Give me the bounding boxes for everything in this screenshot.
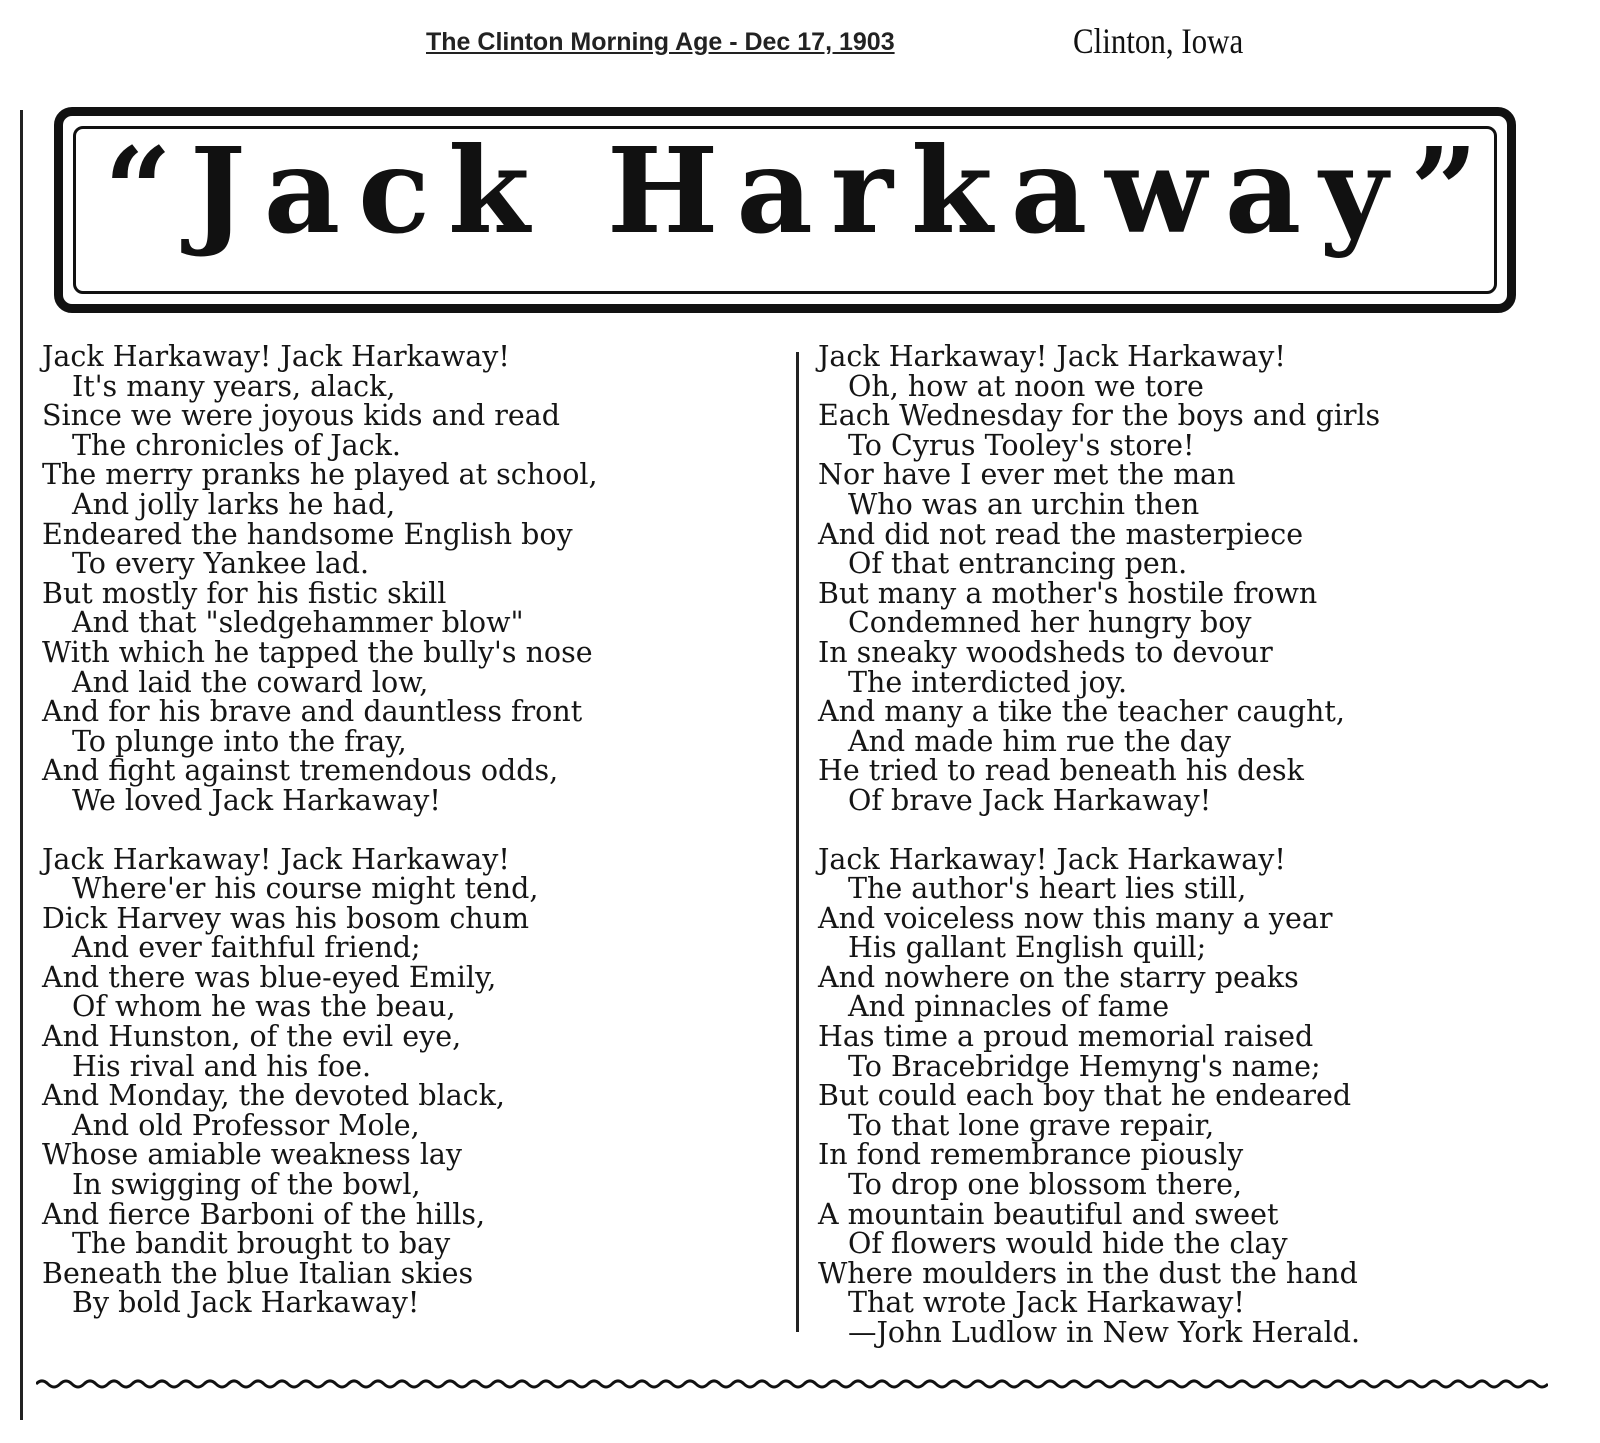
stanza-1 [42,342,782,816]
poem-line: And many a tike the teacher caught, [818,695,1345,729]
poem-line: To drop one blossom there, [848,1168,1243,1202]
poem-left-column [42,342,782,1318]
poem-title: “Jack Harkaway” [104,121,1496,260]
poem-line: But could each boy that he endeared [818,1079,1352,1113]
stanza-3 [818,342,1558,816]
poem-line: And laid the coward low, [72,665,429,699]
poem-line: Dick Harvey was his bosom chum [42,901,530,935]
poem-line: Oh, how at noon we tore [848,369,1204,403]
wavy-bottom-rule [36,1376,1548,1392]
poem-line: Where'er his course might tend, [72,872,539,906]
poem-line: The chronicles of Jack. [72,428,401,462]
poem-line: His gallant English quill; [848,931,1207,965]
poem-line: We loved Jack Harkaway! [72,783,441,817]
poem-line: In sneaky woodsheds to devour [818,635,1273,669]
poem-line: Jack Harkaway! Jack Harkaway! [818,842,1286,876]
poem-right-column [818,342,1558,1348]
poem-line: Nor have I ever met the man [818,458,1236,492]
stanza-4 [818,842,1558,1349]
poem-line: And old Professor Mole, [72,1108,420,1142]
poem-line: But many a mother's hostile frown [818,576,1318,610]
poem-line: It's many years, alack, [72,369,396,403]
poem-line: Beneath the blue Italian skies [42,1256,474,1290]
poem-line: In swigging of the bowl, [72,1168,421,1202]
poem-line: And nowhere on the starry peaks [818,960,1299,994]
poem-line: But mostly for his fistic skill [42,576,447,610]
poem-line: And for his brave and dauntless front [42,695,583,729]
poem-line: And Monday, the devoted black, [42,1079,505,1113]
poem-line: To every Yankee lad. [72,547,370,581]
column-divider [796,352,799,1332]
poem-line: He tried to read beneath his desk [818,754,1304,788]
poem-line: And ever faithful friend; [72,931,421,965]
poem-line: And that "sledgehammer blow" [72,606,524,640]
poem-line: Endeared the handsome English boy [42,517,573,551]
poem-line: And made him rue the day [848,724,1231,758]
poem-line: Of that entrancing pen. [848,547,1188,581]
left-margin-rule [20,110,23,1420]
poem-line: That wrote Jack Harkaway! [848,1286,1245,1320]
poem-line: And voiceless now this many a year [818,901,1333,935]
poem-line: Jack Harkaway! Jack Harkaway! [818,340,1286,373]
poem-line: The interdicted joy. [848,665,1128,699]
poem-line: And pinnacles of fame [848,990,1170,1024]
poem-line: Of whom he was the beau, [72,990,456,1024]
poem-line: Jack Harkaway! Jack Harkaway! [42,340,510,373]
poem-line: And fight against tremendous odds, [42,754,559,788]
poem-line: And jolly larks he had, [72,487,396,521]
poem-line: And there was blue-eyed Emily, [42,960,497,994]
poem-line: Whose amiable weakness lay [42,1138,463,1172]
location-header: Clinton, Iowa [1073,21,1244,61]
poem-line: The author's heart lies still, [848,872,1247,906]
poem-line: Since we were joyous kids and read [42,399,560,433]
poem-line: Of flowers would hide the clay [848,1227,1288,1261]
source-header: The Clinton Morning Age - Dec 17, 1903 [426,28,895,56]
poem-line: Condemned her hungry boy [848,606,1252,640]
poem-line: Where moulders in the dust the hand [818,1256,1358,1290]
poem-line: Who was an urchin then [848,487,1200,521]
poem-line: By bold Jack Harkaway! [72,1286,420,1320]
poem-line: And did not read the masterpiece [818,517,1304,551]
poem-line: The bandit brought to bay [72,1227,451,1261]
poem-line: Each Wednesday for the boys and girls [818,399,1381,433]
poem-line: To Cyrus Tooley's store! [848,428,1195,462]
poem-line: To Bracebridge Hemyng's name; [848,1049,1321,1083]
poem-line: Jack Harkaway! Jack Harkaway! [42,842,510,876]
poem-line: To plunge into the fray, [72,724,407,758]
poem-line: To that lone grave repair, [848,1108,1215,1142]
poem-line: With which he tapped the bully's nose [42,635,593,669]
poem-line: And fierce Barboni of the hills, [42,1197,486,1231]
poem-line: Of brave Jack Harkaway! [848,783,1212,817]
poem-line: In fond remembrance piously [818,1138,1244,1172]
poem-byline: —John Ludlow in New York Herald. [848,1316,1361,1349]
poem-line: And Hunston, of the evil eye, [42,1020,462,1054]
poem-line: Has time a proud memorial raised [818,1020,1314,1054]
stanza-2 [42,842,782,1320]
poem-line: The merry pranks he played at school, [42,458,598,492]
poem-line: A mountain beautiful and sweet [818,1197,1279,1231]
poem-line: His rival and his foe. [72,1049,372,1083]
